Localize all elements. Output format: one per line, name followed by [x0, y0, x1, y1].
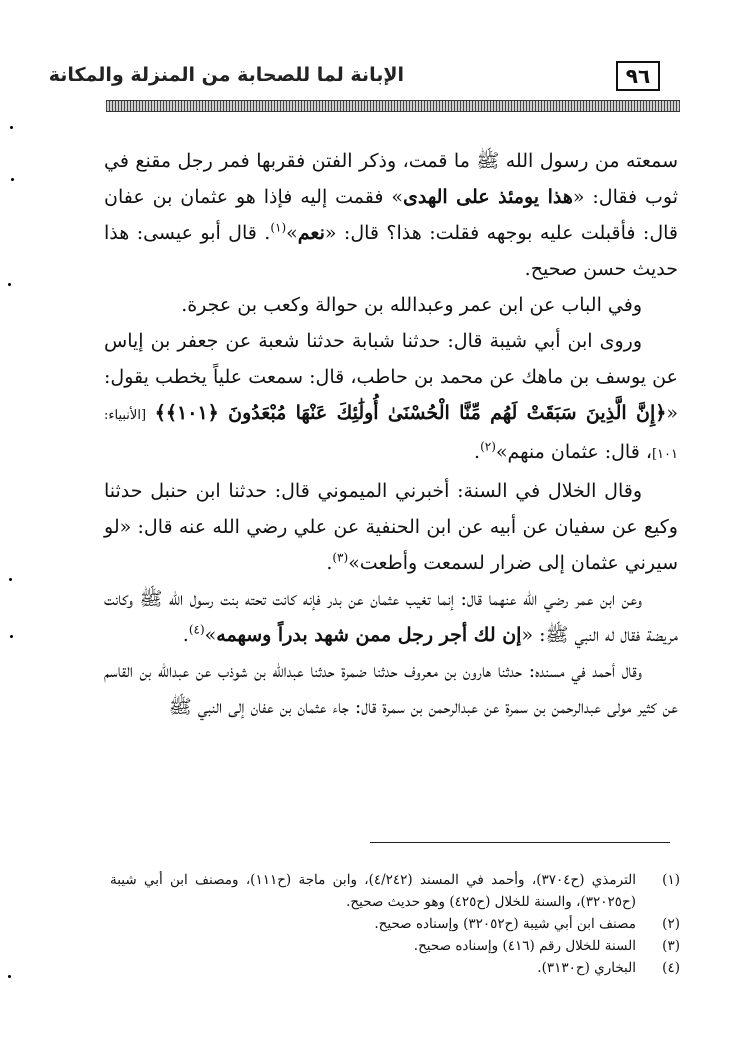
quran-verse: ﴿إِنَّ الَّذِينَ سَبَقَتْ لَهُم مِّنَّا الْحُسْنَىٰ أُولَٰئِكَ عَنْهَا مُبْعَدُونَ ﴿١٠١﴾﴾ [154, 402, 667, 424]
footnote-ref[interactable]: (١) [270, 220, 287, 235]
footnote-item [110, 935, 680, 957]
footnote-text: مصنف ابن أبي شيبة (ح٣٢٠٥٢) وإسناده صحيح. [374, 916, 636, 932]
main-text [104, 143, 678, 725]
running-title: الإبانة لما للصحابة من المنزلة والمكانة [48, 64, 404, 86]
footnotes [110, 869, 680, 979]
quote-bold: إن لك أجر رجل ممن شهد بدراً وسهمه [216, 624, 522, 646]
verse-reference: [الأنبياء: ١٠١] [104, 408, 678, 462]
footnote-text: البخاري (ح٣١٣٠). [537, 960, 636, 976]
scan-speck [8, 283, 11, 286]
footnote-number: (٢) [662, 916, 680, 932]
footnote-text: السنة للخلال رقم (٤١٦) وإسناده صحيح. [413, 938, 636, 954]
footnote-number: (٣) [662, 938, 680, 954]
footnote-item [110, 869, 680, 913]
footnote-number: (١) [662, 872, 680, 888]
paragraph-2: وفي الباب عن ابن عمر وعبدالله بن حوالة وكعب بن عجرة. [181, 294, 642, 316]
footnote-ref[interactable]: (٢) [480, 439, 496, 454]
footnote-separator [370, 842, 670, 843]
scan-speck [11, 178, 14, 181]
footnote-item [110, 957, 680, 979]
footnote-ref[interactable]: (٤) [188, 622, 205, 637]
page-number: ٩٦ [616, 61, 660, 91]
scan-speck [10, 635, 13, 638]
scan-speck [9, 578, 12, 581]
scan-speck [8, 975, 11, 978]
paragraph-5: وعن ابن عمر رضي الله عنهما قال: إنما تغيب عثمان عن بدر فإنه كانت تحته بنت رسول الله ﷺ وكانت مريضة فقال له النبي ﷺ: «إن لك أجر رجل ممن شهد بدراً وسهمه»$^{(٤)}$. [104, 588, 678, 646]
footnote-number: (٤) [662, 960, 680, 976]
footnote-text: الترمذي (ح٣٧٠٤)، وأحمد في المسند (٤/٢٤٢)، وابن ماجة (ح١١١)، ومصنف ابن أبي شيبة (ح٣٢٠٢٥)، والسنة للخلال (ح٤٢٥) وهو حديث صحيح. [110, 872, 637, 910]
footnote-ref[interactable]: (٣) [332, 550, 349, 565]
paragraph-1: سمعته من رسول الله ﷺ ما قمت، وذكر الفتن فقربها فمر رجل مقنع في ثوب فقال: «هذا يومئذ على الهدى» فقمت إليه فإذا هو عثمان بن عفان قال: فأقبلت عليه بوجهه فقلت: هذا؟ قال: «نعم»$^{(١)}$. قال أبو عيسى: هذا حديث حسن صحيح. [104, 150, 678, 280]
paragraph-3: وروى ابن أبي شيبة قال: حدثنا شبابة حدثنا شعبة عن جعفر بن إياس عن يوسف بن ماهك عن محمد بن حاطب، قال: سمعت علياً يخطب يقول: «﴿إِنَّ الَّذِينَ سَبَقَتْ لَهُم مِّنَّا الْحُسْنَىٰ أُولَٰئِكَ عَنْهَا مُبْعَدُونَ ﴿١٠١﴾﴾ [الأنبياء: ١٠١]، قال: عثمان منهم»$^{(٢)}$. [104, 330, 678, 463]
paragraph-6: وقال أحمد في مسنده: حدثنا هارون بن معروف حدثنا ضمرة حدثنا عبدالله بن شوذب عن عبدالله بن القاسم عن كثير مولى عبدالرحمن بن سمرة عن عبدالرحمن بن سمرة قال: جاء عثمان بن عفان إلى النبي ﷺ [104, 660, 678, 718]
paragraph-4: وقال الخلال في السنة: أخبرني الميموني قال: حدثنا ابن حنبل حدثنا وكيع عن سفيان عن أبيه عن ابن الحنفية عن علي رضي الله عنه قال: «لو سيرني عثمان إلى ضرار لسمعت وأطعت»$^{(٣)}$. [104, 480, 678, 574]
header-rule [106, 100, 680, 112]
scan-speck [10, 126, 13, 129]
footnote-item [110, 913, 680, 935]
quote-bold: هذا يومئذ على الهدى [403, 186, 573, 208]
quote-bold: نعم [297, 222, 325, 244]
